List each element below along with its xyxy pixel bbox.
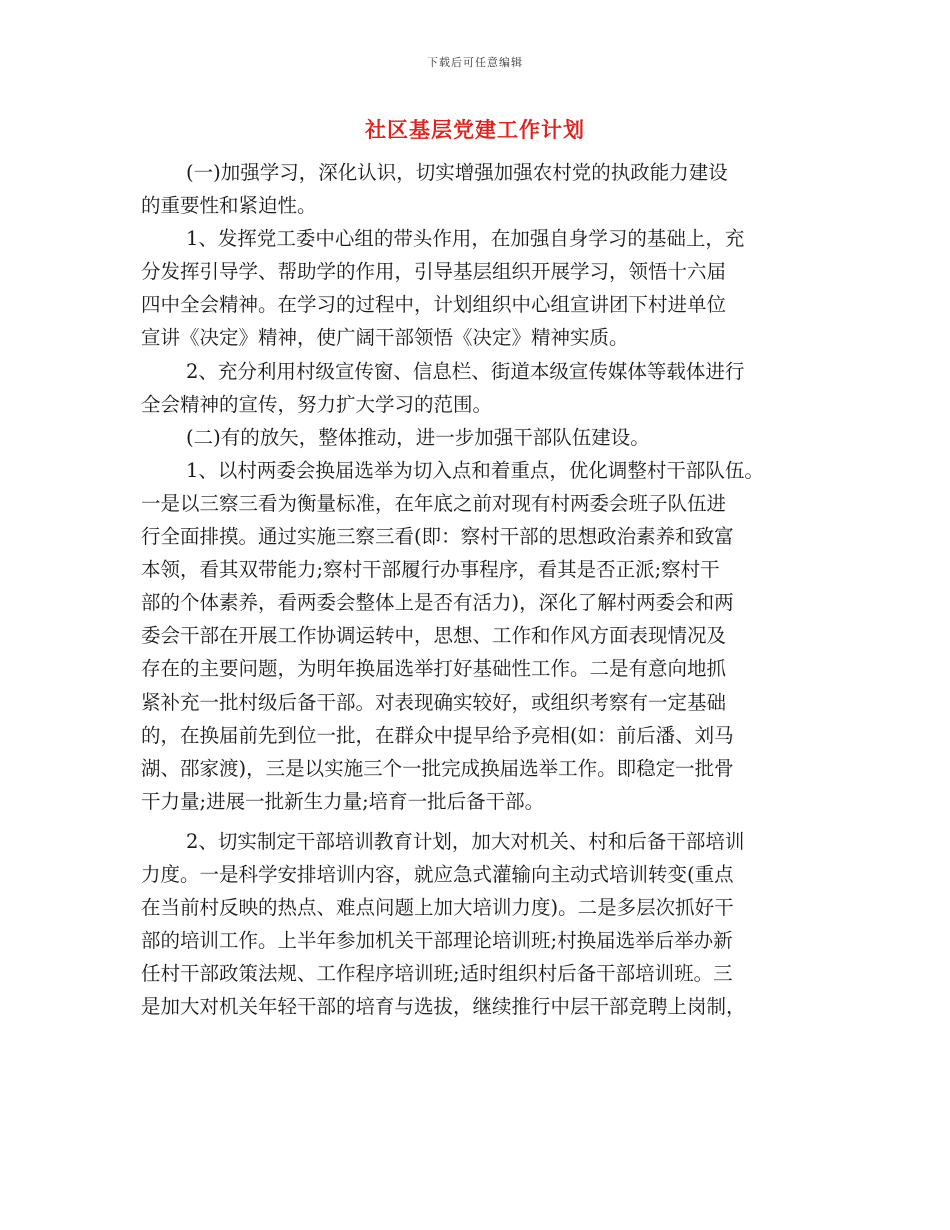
document-title: 社区基层党建工作计划 [365,117,585,142]
paragraph-line: 干力量;进展一批新生力量;培育一批后备干部。 [141,789,545,813]
paragraph-line: 四中全会精神。在学习的过程中，计划组织中心组宣讲团下村进单位 [141,293,727,317]
paragraph-line: 委会干部在开展工作协调运转中，思想、工作和作风方面表现情况及 [141,624,727,648]
header-note: 下载后可任意编辑 [427,56,523,69]
paragraph-line: (二)有的放矢，整体推动，进一步加强干部队伍建设。 [186,425,650,449]
paragraph-line: 1、发挥党工委中心组的带头作用，在加强自身学习的基础上，充 [186,227,745,251]
paragraph-line: 本领，看其双带能力;察村干部履行办事程序，看其是否正派;察村干 [141,558,720,582]
paragraph-line: 在当前村反映的热点、难点问题上加大培训力度)。二是多层次抓好干 [141,896,734,920]
paragraph-line: 行全面排摸。通过实施三察三看(即：察村干部的思想政治素养和致富 [141,525,734,549]
paragraph-line: 2、充分利用村级宣传窗、信息栏、街道本级宣传媒体等载体进行 [186,359,745,383]
paragraph-line: 部的培训工作。上半年参加机关干部理论培训班;村换届选举后举办新 [141,929,733,953]
paragraph-line: 力度。一是科学安排培训内容，就应急式灌输向主动式培训转变(重点 [141,862,734,886]
paragraph-line: 存在的主要问题，为明年换届选举打好基础性工作。二是有意向地抓 [141,657,727,681]
paragraph-line: 的重要性和紧迫性。 [141,194,317,218]
paragraph-line: (一)加强学习，深化认识，切实增强加强农村党的执政能力建设 [186,161,728,184]
paragraph-line: 宣讲《决定》精神，使广阔干部领悟《决定》精神实质。 [141,326,629,350]
paragraph-line: 分发挥引导学、帮助学的作用，引导基层组织开展学习，领悟十六届 [141,260,727,284]
paragraph-line: 任村干部政策法规、工作程序培训班;适时组织村后备干部培训班。三 [141,962,733,986]
paragraph-line: 是加大对机关年轻干部的培育与选拔，继续推行中层干部竞聘上岗制， [141,995,746,1019]
paragraph-line: 部的个体素养，看两委会整体上是否有活力)，深化了解村两委会和两 [141,591,734,615]
paragraph-line: 的，在换届前先到位一批，在群众中提早给予亮相(如：前后潘、刘马 [141,723,734,747]
paragraph-line: 1、以村两委会换届选举为切入点和着重点，优化调整村干部队伍。 [186,458,764,482]
paragraph-line: 一是以三察三看为衡量标准，在年底之前对现有村两委会班子队伍进 [141,491,727,515]
paragraph-line: 2、切实制定干部培训教育计划，加大对机关、村和后备干部培训 [186,829,745,853]
paragraph-line: 全会精神的宣传，努力扩大学习的范围。 [141,392,493,416]
document-body [141,156,821,1023]
paragraph-line: 紧补充一批村级后备干部。对表现确实较好，或组织考察有一定基础 [141,690,727,714]
paragraph-line: 湖、邵家渡)，三是以实施三个一批完成换届选举工作。即稳定一批骨 [141,756,734,780]
